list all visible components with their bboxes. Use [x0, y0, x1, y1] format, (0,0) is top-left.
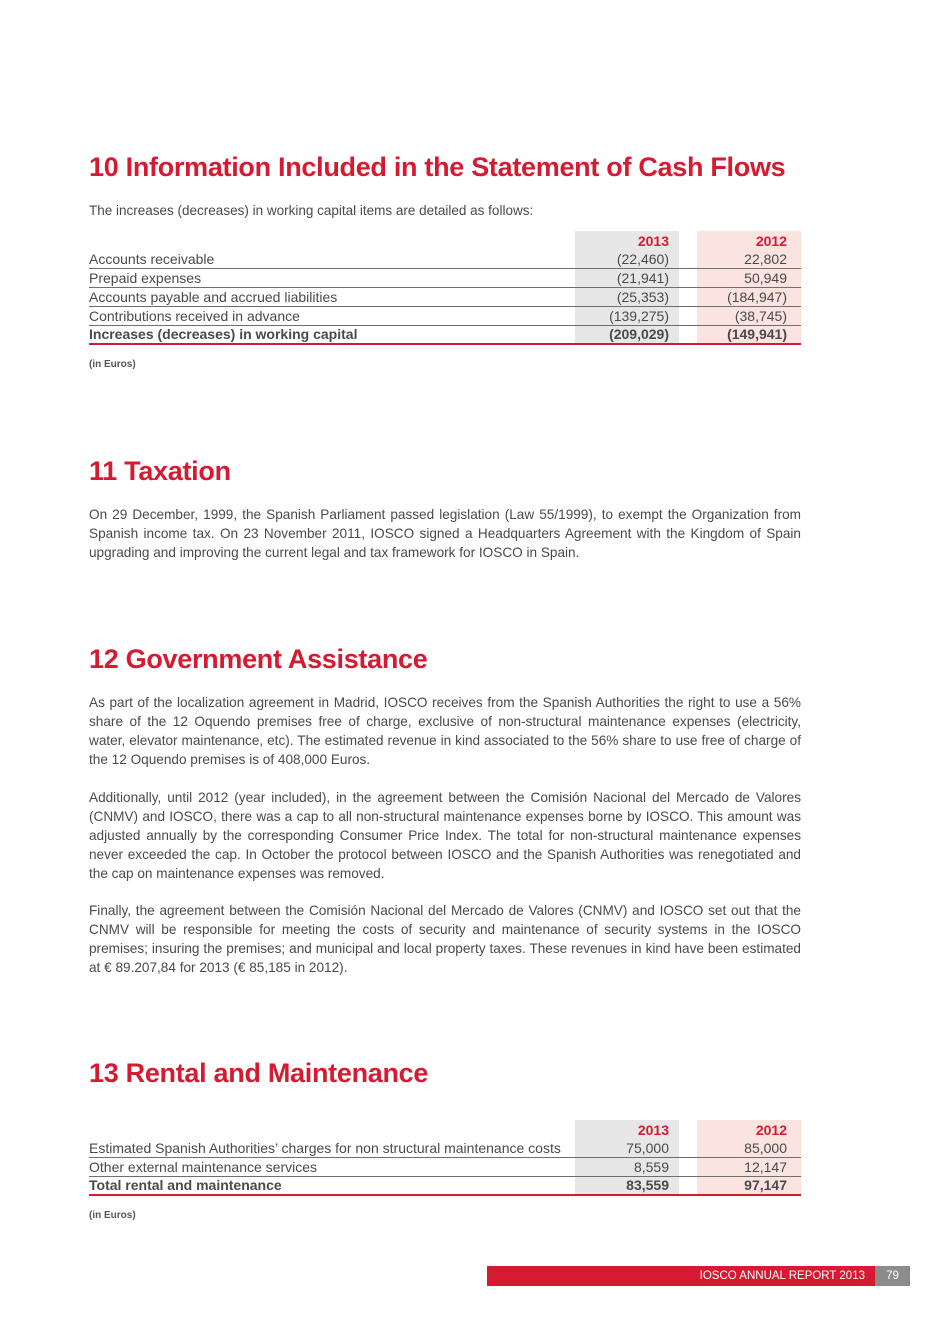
section-10-title: 10 Information Included in the Statement of Cash Flows: [89, 152, 786, 182]
total-2013: (209,029): [609, 326, 669, 342]
total-label: Total rental and maintenance: [89, 1177, 282, 1193]
value-2013: (22,460): [616, 251, 669, 267]
value-2012: 12,147: [744, 1159, 787, 1175]
section-11-title: 11 Taxation: [89, 456, 231, 486]
section-12-paragraph-2: Additionally, until 2012 (year included), in the agreement between the Comisión Nacional del Mercado de Valores (CNMV) and IOSCO, there was a cap to all non-structural maintenance expenses borne by IOSCO. This amount was adjusted annually by the corresponding Consumer Price Index. The total for non-structural maintenance expenses never exceeded the cap. In October the protocol between IOSCO and the Spanish Authorities was renegotiated and the cap on maintenance expenses was removed.: [89, 790, 801, 881]
header-2012: 2012: [755, 1122, 787, 1138]
value-2012: 85,000: [744, 1140, 787, 1156]
value-2013: 8,559: [633, 1159, 669, 1175]
row-label: Estimated Spanish Authorities’ charges for non structural maintenance costs: [89, 1140, 561, 1156]
section-13-title: 13 Rental and Maintenance: [89, 1058, 429, 1088]
section-10-intro: The increases (decreases) in working capital items are detailed as follows:: [89, 203, 534, 218]
table-header-row: [89, 231, 801, 250]
row-label: Other external maintenance services: [89, 1159, 317, 1175]
row-label: Prepaid expenses: [89, 270, 202, 286]
total-2012: 97,147: [744, 1177, 787, 1193]
total-2013: 83,559: [626, 1177, 669, 1193]
table-row: [89, 288, 801, 307]
footer-report-label: IOSCO ANNUAL REPORT 2013: [487, 1266, 875, 1286]
table-row: [89, 1139, 801, 1158]
table-row: [89, 307, 801, 326]
table-total-row: [89, 1177, 801, 1196]
rental-maintenance-table: [89, 1120, 801, 1196]
value-2013: (21,941): [616, 270, 669, 286]
value-2012: 22,802: [744, 251, 787, 267]
total-2012: (149,941): [727, 326, 787, 342]
row-label: Contributions received in advance: [89, 308, 300, 324]
header-2012: 2012: [755, 233, 787, 249]
total-label: Increases (decreases) in working capital: [89, 326, 358, 342]
section-12-paragraph-3: Finally, the agreement between the Comisión Nacional del Mercado de Valores (CNMV) and IOSCO set out that the CNMV will be responsible for meeting the costs of security and maintenance of security systems in the IOSCO premises; insuring the premises; and municipal and local property taxes. These revenues in kind have been estimated at € 89.207,84 for 2013 (€ 85,185 in 2012).: [89, 903, 801, 975]
table-row: [89, 1158, 801, 1177]
value-2013: 75,000: [626, 1140, 669, 1156]
value-2012: 50,949: [744, 270, 787, 286]
table-total-row: [89, 326, 801, 345]
currency-note: (in Euros): [89, 359, 136, 370]
section-12-title: 12 Government Assistance: [89, 644, 428, 674]
page-number: 79: [875, 1266, 910, 1286]
header-2013: 2013: [637, 1122, 669, 1138]
value-2013: (139,275): [609, 308, 669, 324]
working-capital-table: [89, 231, 801, 345]
section-12-paragraph-1: As part of the localization agreement in Madrid, IOSCO receives from the Spanish Authorities the right to use a 56% share of the 12 Oquendo premises free of charge, exclusive of non-structural maintenance expenses (electricity, water, elevator maintenance, etc). The estimated revenue in kind associated to the 56% share to use free of charge of the 12 Oquendo premises is of 408,000 Euros.: [89, 695, 801, 767]
value-2012: (38,745): [734, 308, 787, 324]
section-11-paragraph: On 29 December, 1999, the Spanish Parliament passed legislation (Law 55/1999), to exempt the Organization from Spanish income tax. On 23 November 2011, IOSCO signed a Headquarters Agreement with the Kingdom of Spain upgrading and improving the current legal and tax framework for IOSCO in Spain.: [89, 507, 801, 560]
table-row: [89, 250, 801, 269]
row-label: Accounts payable and accrued liabilities: [89, 289, 338, 305]
table-row: [89, 269, 801, 288]
row-label: Accounts receivable: [89, 251, 215, 267]
table-header-row: [89, 1120, 801, 1139]
currency-note: (in Euros): [89, 1210, 136, 1221]
value-2012: (184,947): [727, 289, 787, 305]
header-2013: 2013: [637, 233, 669, 249]
value-2013: (25,353): [616, 289, 669, 305]
